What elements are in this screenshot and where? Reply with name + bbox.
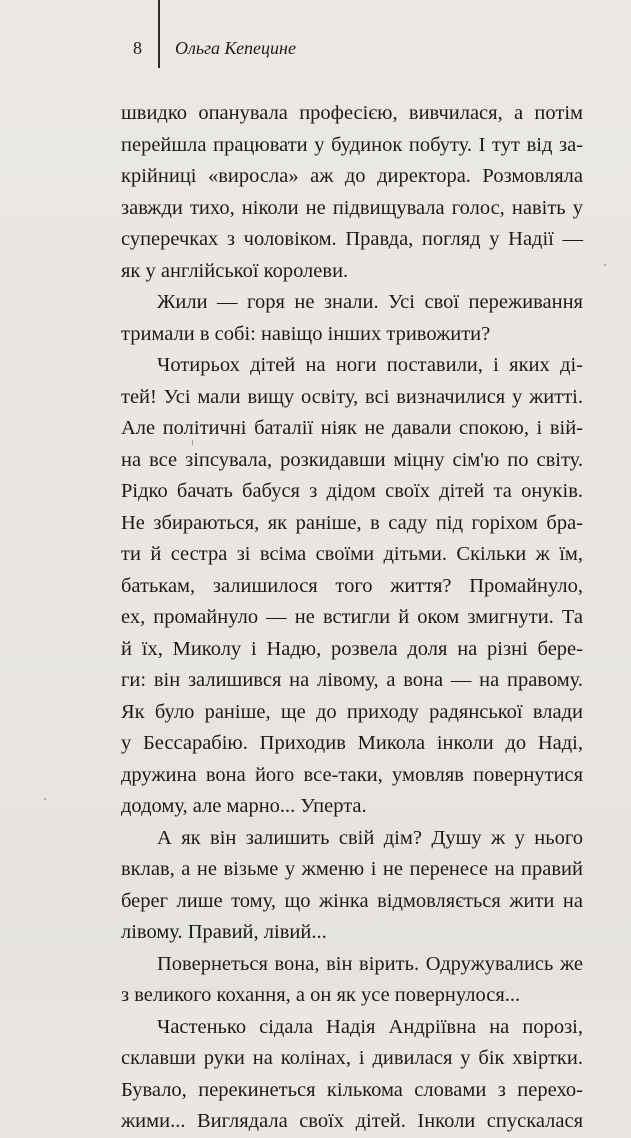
text-line: Як було раніше, ще до приходу радянської влади	[121, 700, 583, 723]
text-line: А як він залишить свій дім? Душу ж у нього	[157, 826, 583, 849]
paper-speck	[192, 440, 193, 445]
paper-speck	[604, 264, 606, 266]
text-line: на все зіпсувала, розкидавши міцну сім'ю по світу.	[121, 448, 583, 471]
text-line: ех, промайнуло — не встигли й оком змигнути. Та	[121, 606, 583, 628]
text-line: лівому. Правий, лівий...	[121, 921, 327, 943]
text-line: батькам, залишилося того життя? Промайнуло,	[121, 574, 583, 597]
text-line: завжди тихо, ніколи не підвищувала голос, навіть у	[121, 196, 583, 219]
text-line: Чотирьох дітей на ноги поставили, і яких ді-	[157, 354, 583, 376]
text-line: перейшла працювати у будинок побуту. І тут від за-	[121, 133, 583, 156]
text-line: Повернеться вона, він вірить. Одружувались же	[157, 952, 583, 975]
text-line: з великого кохання, а он як усе повернулося...	[121, 984, 521, 1006]
text-line: Бувало, перекинеться кількома словами з перехо-	[121, 1078, 583, 1101]
text-line: ти й сестра зі всіма своїми дітьми. Скільки ж їм,	[121, 543, 583, 565]
page-number: 8	[133, 38, 142, 58]
text-line: склавши руки на колінах, і дивилася у бік хвіртки.	[121, 1047, 583, 1069]
paper-speck	[44, 798, 46, 800]
text-line: тей! Усі мали вищу освіту, всі визначилися у житті.	[121, 385, 583, 408]
text-line: дружина вона його все-таки, умовляв повернутися	[121, 763, 583, 786]
text-line: у Бессарабію. Приходив Микола інколи до Наді,	[121, 732, 583, 754]
text-line: Але політичні баталії ніяк не давали спокою, і вій-	[121, 417, 583, 439]
text-line: як у англійської королеви.	[121, 259, 349, 282]
text-line: Частенько сідала Надія Андріївна на порозі,	[157, 1015, 583, 1038]
text-line: Не збираються, як раніше, в саду під горіхом бра-	[121, 511, 583, 534]
text-line: додому, але марно... Уперта.	[121, 795, 367, 817]
text-line: крійниці «виросла» аж до директора. Розмовляла	[121, 165, 583, 187]
text-line: Рідко бачать бабуся з дідом своїх дітей та онуків.	[121, 480, 583, 502]
author-running-head: Ольга Кепецине	[175, 38, 296, 58]
text-line: й їх, Миколу і Надю, розвела доля на різні бере-	[121, 637, 583, 660]
text-line: ги: він залишився на лівому, а вона — на правому.	[121, 669, 583, 691]
text-line: суперечках з чоловіком. Правда, погляд у Надії —	[121, 228, 583, 250]
body-text	[121, 98, 583, 1138]
text-line: вклав, а не візьме у жменю і не перенесе на правий	[121, 858, 583, 880]
text-line: швидко опанувала професією, вивчилася, а потім	[121, 102, 583, 124]
text-line: тримали в собі: навіщо інших тривожити?	[121, 322, 491, 345]
text-line: жими... Виглядала своїх дітей. Інколи спускалася	[121, 1110, 583, 1132]
running-header	[0, 36, 631, 66]
text-line: берег лише тому, що жінка відмовляється жити на	[121, 889, 583, 912]
text-line: Жили — горя не знали. Усі свої переживання	[157, 291, 583, 313]
